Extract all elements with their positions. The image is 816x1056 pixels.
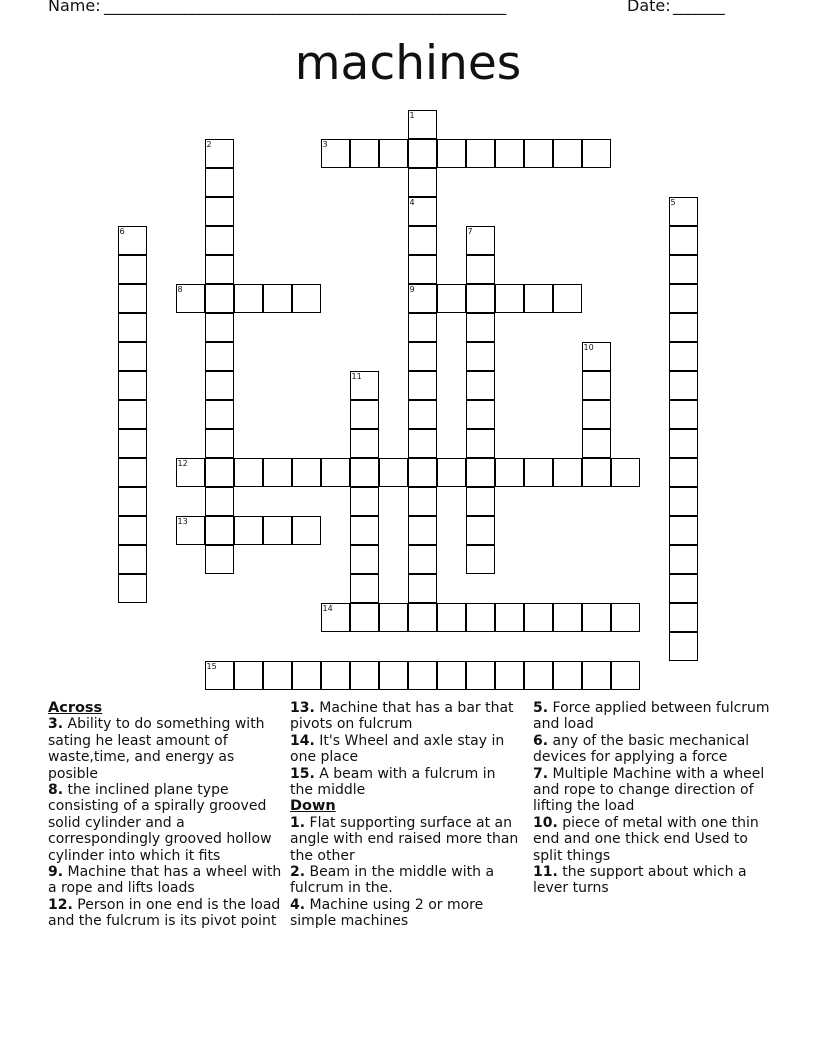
crossword-cell[interactable]	[118, 255, 147, 284]
crossword-cell[interactable]	[466, 400, 495, 429]
crossword-cell[interactable]	[553, 139, 582, 168]
crossword-cell[interactable]	[205, 371, 234, 400]
crossword-cell[interactable]	[466, 487, 495, 516]
crossword-cell[interactable]	[118, 574, 147, 603]
crossword-cell[interactable]	[118, 342, 147, 371]
crossword-cell[interactable]	[524, 661, 553, 690]
crossword-cell[interactable]	[234, 516, 263, 545]
crossword-cell[interactable]	[118, 458, 147, 487]
crossword-cell[interactable]	[205, 342, 234, 371]
crossword-cell[interactable]	[408, 255, 437, 284]
crossword-cell[interactable]	[524, 139, 553, 168]
clue-number: 14	[322, 603, 333, 613]
crossword-cell[interactable]	[669, 574, 698, 603]
crossword-cell[interactable]	[205, 661, 234, 690]
crossword-cell[interactable]	[292, 458, 321, 487]
crossword-cell[interactable]	[118, 516, 147, 545]
crossword-cell[interactable]	[466, 371, 495, 400]
crossword-cell[interactable]	[495, 458, 524, 487]
crossword-cell[interactable]	[669, 342, 698, 371]
crossword-cell[interactable]	[466, 516, 495, 545]
crossword-cell[interactable]	[118, 313, 147, 342]
clue-number: 4	[409, 197, 415, 207]
crossword-cell[interactable]	[205, 255, 234, 284]
crossword-cell[interactable]	[466, 545, 495, 574]
crossword-cell[interactable]	[466, 255, 495, 284]
down-clue-10: 10. piece of metal with one thin end and one thick end Used to split things	[533, 814, 759, 864]
crossword-cell[interactable]	[205, 545, 234, 574]
crossword-cell[interactable]	[669, 487, 698, 516]
clue-number: 15	[206, 661, 217, 671]
crossword-cell[interactable]	[408, 661, 437, 690]
crossword-cell[interactable]	[408, 168, 437, 197]
down-clue-1: 1. Flat supporting surface at an angle with end raised more than the other	[290, 814, 519, 864]
crossword-cell[interactable]	[524, 458, 553, 487]
crossword-cell[interactable]	[205, 429, 234, 458]
crossword-cell[interactable]	[408, 603, 437, 632]
crossword-cell[interactable]	[350, 429, 379, 458]
down-heading: Down	[290, 798, 336, 815]
crossword-cell[interactable]	[582, 400, 611, 429]
across-clue-3: 3. Ability to do something with sating he least amount of waste,time, and energy as posible	[48, 716, 265, 782]
crossword-cell[interactable]	[350, 139, 379, 168]
crossword-cell[interactable]	[495, 284, 524, 313]
crossword-cell[interactable]	[437, 603, 466, 632]
crossword-cell[interactable]	[176, 458, 205, 487]
clue-number: 3	[322, 139, 328, 149]
clue-number: 11	[351, 371, 362, 381]
crossword-cell[interactable]	[205, 313, 234, 342]
crossword-cell[interactable]	[292, 516, 321, 545]
across-clue-8: 8. the inclined plane type consisting of a spirally grooved solid cylinder and a correspondingly grooved hollow cylinder into which it fits	[48, 782, 272, 864]
crossword-cell[interactable]	[495, 603, 524, 632]
crossword-cell[interactable]	[669, 632, 698, 661]
crossword-cell[interactable]	[350, 603, 379, 632]
crossword-cell[interactable]	[408, 574, 437, 603]
crossword-cell[interactable]	[118, 487, 147, 516]
crossword-cell[interactable]	[466, 603, 495, 632]
crossword-cell[interactable]	[611, 458, 640, 487]
page-title: machines	[294, 36, 522, 91]
crossword-cell[interactable]	[408, 197, 437, 226]
name-line[interactable]: _______________________________________________________	[104, 0, 506, 15]
crossword-cell[interactable]	[408, 313, 437, 342]
crossword-cell[interactable]	[669, 226, 698, 255]
crossword-cell[interactable]	[408, 139, 437, 168]
crossword-cell[interactable]	[408, 342, 437, 371]
down-clue-11: 11. the support about which a lever turns	[533, 864, 747, 897]
crossword-cell[interactable]	[524, 603, 553, 632]
crossword-cell[interactable]	[466, 429, 495, 458]
crossword-cell[interactable]	[611, 661, 640, 690]
crossword-cell[interactable]	[234, 458, 263, 487]
crossword-cell[interactable]	[553, 603, 582, 632]
crossword-cell[interactable]	[669, 284, 698, 313]
crossword-cell[interactable]	[611, 603, 640, 632]
crossword-cell[interactable]	[205, 400, 234, 429]
clue-column-3	[533, 700, 773, 897]
clue-number: 6	[119, 226, 125, 236]
clue-number: 8	[177, 284, 183, 294]
clue-number: 13	[177, 516, 188, 526]
crossword-cell[interactable]	[205, 458, 234, 487]
clue-number: 12	[177, 458, 188, 468]
crossword-cell[interactable]	[350, 545, 379, 574]
crossword-cell[interactable]	[466, 342, 495, 371]
crossword-cell[interactable]	[669, 313, 698, 342]
crossword-cell[interactable]	[118, 226, 147, 255]
crossword-cell[interactable]	[379, 661, 408, 690]
crossword-cell[interactable]	[582, 139, 611, 168]
crossword-cell[interactable]	[205, 516, 234, 545]
crossword-cell[interactable]	[379, 603, 408, 632]
crossword-cell[interactable]	[118, 284, 147, 313]
crossword-cell[interactable]	[205, 487, 234, 516]
crossword-cell[interactable]	[205, 226, 234, 255]
crossword-cell[interactable]	[350, 458, 379, 487]
crossword-cell[interactable]	[669, 429, 698, 458]
crossword-cell[interactable]	[669, 516, 698, 545]
crossword-cell[interactable]	[321, 603, 350, 632]
clue-number: 1	[409, 110, 415, 120]
crossword-cell[interactable]	[379, 139, 408, 168]
crossword-cell[interactable]	[234, 661, 263, 690]
crossword-cell[interactable]	[408, 429, 437, 458]
crossword-cell[interactable]	[205, 139, 234, 168]
crossword-cell[interactable]	[437, 284, 466, 313]
crossword-cell[interactable]	[350, 661, 379, 690]
crossword-cell[interactable]	[669, 545, 698, 574]
crossword-cell[interactable]	[669, 371, 698, 400]
name-label: Name:	[48, 0, 101, 15]
crossword-cell[interactable]	[321, 661, 350, 690]
crossword-cell[interactable]	[466, 661, 495, 690]
crossword-cell[interactable]	[292, 284, 321, 313]
crossword-cell[interactable]	[437, 661, 466, 690]
crossword-cell[interactable]	[495, 661, 524, 690]
crossword-cell[interactable]	[263, 516, 292, 545]
date-label: Date:	[627, 0, 671, 15]
across-clue-15: 15. A beam with a fulcrum in the middle	[290, 765, 496, 799]
across-clue-14: 14. It's Wheel and axle stay in one place	[290, 732, 505, 766]
crossword-cell[interactable]	[118, 429, 147, 458]
crossword-cell[interactable]	[466, 458, 495, 487]
clue-column-1	[48, 700, 288, 930]
crossword-cell[interactable]	[263, 458, 292, 487]
crossword-cell[interactable]	[263, 661, 292, 690]
crossword-cell[interactable]	[408, 400, 437, 429]
crossword-cell[interactable]	[321, 458, 350, 487]
crossword-cell[interactable]	[466, 226, 495, 255]
crossword-cell[interactable]	[118, 400, 147, 429]
crossword-cell[interactable]	[669, 603, 698, 632]
crossword-cell[interactable]	[437, 458, 466, 487]
crossword-cell[interactable]	[408, 371, 437, 400]
crossword-cell[interactable]	[466, 313, 495, 342]
crossword-cell[interactable]	[408, 487, 437, 516]
down-clue-5: 5. Force applied between fulcrum and load	[533, 700, 770, 733]
crossword-cell[interactable]	[669, 197, 698, 226]
crossword-cell[interactable]	[408, 284, 437, 313]
crossword-cell[interactable]	[553, 458, 582, 487]
crossword-cell[interactable]	[379, 458, 408, 487]
crossword-cell[interactable]	[118, 371, 147, 400]
date-line[interactable]: _______	[673, 0, 725, 15]
crossword-cell[interactable]	[582, 429, 611, 458]
clue-number: 10	[583, 342, 594, 352]
crossword-cell[interactable]	[582, 603, 611, 632]
crossword-cell[interactable]	[350, 516, 379, 545]
crossword-cell[interactable]	[350, 574, 379, 603]
crossword-cell[interactable]	[582, 371, 611, 400]
crossword-cell[interactable]	[582, 661, 611, 690]
crossword-cell[interactable]	[350, 487, 379, 516]
crossword-cell[interactable]	[466, 284, 495, 313]
crossword-cell[interactable]	[582, 342, 611, 371]
crossword-cell[interactable]	[205, 284, 234, 313]
crossword-cell[interactable]	[408, 458, 437, 487]
crossword-cell[interactable]	[495, 139, 524, 168]
crossword-cell[interactable]	[669, 458, 698, 487]
crossword-cell[interactable]	[437, 139, 466, 168]
crossword-cell[interactable]	[292, 661, 321, 690]
crossword-cell[interactable]	[408, 110, 437, 139]
crossword-cell[interactable]	[524, 284, 553, 313]
down-clue-2: 2. Beam in the middle with a fulcrum in the.	[290, 864, 495, 897]
crossword-cell[interactable]	[321, 139, 350, 168]
crossword-cell[interactable]	[176, 516, 205, 545]
crossword-cell[interactable]	[350, 371, 379, 400]
clue-number: 5	[670, 197, 676, 207]
crossword-cell[interactable]	[408, 516, 437, 545]
crossword-cell[interactable]	[263, 284, 292, 313]
down-clue-4: 4. Machine using 2 or more simple machines	[290, 896, 484, 930]
across-clue-12: 12. Person in one end is the load and the fulcrum is its pivot point	[48, 896, 281, 930]
clue-number: 7	[467, 226, 473, 236]
crossword-cell[interactable]	[350, 400, 379, 429]
crossword-cell[interactable]	[408, 226, 437, 255]
crossword-cell[interactable]	[466, 139, 495, 168]
crossword-cell[interactable]	[553, 661, 582, 690]
crossword-cell[interactable]	[234, 284, 263, 313]
across-clue-9: 9. Machine that has a wheel with a rope and lifts loads	[48, 864, 282, 897]
clue-column-2	[290, 700, 522, 930]
crossword-cell[interactable]	[553, 284, 582, 313]
crossword-cell[interactable]	[118, 545, 147, 574]
down-clue-7: 7. Multiple Machine with a wheel and rope to change direction of lifting the load	[533, 765, 765, 815]
across-clue-13: 13. Machine that has a bar that pivots on fulcrum	[290, 700, 514, 733]
crossword-cell[interactable]	[176, 284, 205, 313]
across-heading: Across	[48, 700, 103, 716]
clue-number: 9	[409, 284, 415, 294]
crossword-cell[interactable]	[205, 197, 234, 226]
crossword-cell[interactable]	[669, 255, 698, 284]
crossword-cell[interactable]	[582, 458, 611, 487]
clue-number: 2	[206, 139, 212, 149]
crossword-cell[interactable]	[669, 400, 698, 429]
down-clue-6: 6. any of the basic mechanical devices for applying a force	[533, 732, 750, 766]
crossword-cell[interactable]	[205, 168, 234, 197]
crossword-cell[interactable]	[408, 545, 437, 574]
